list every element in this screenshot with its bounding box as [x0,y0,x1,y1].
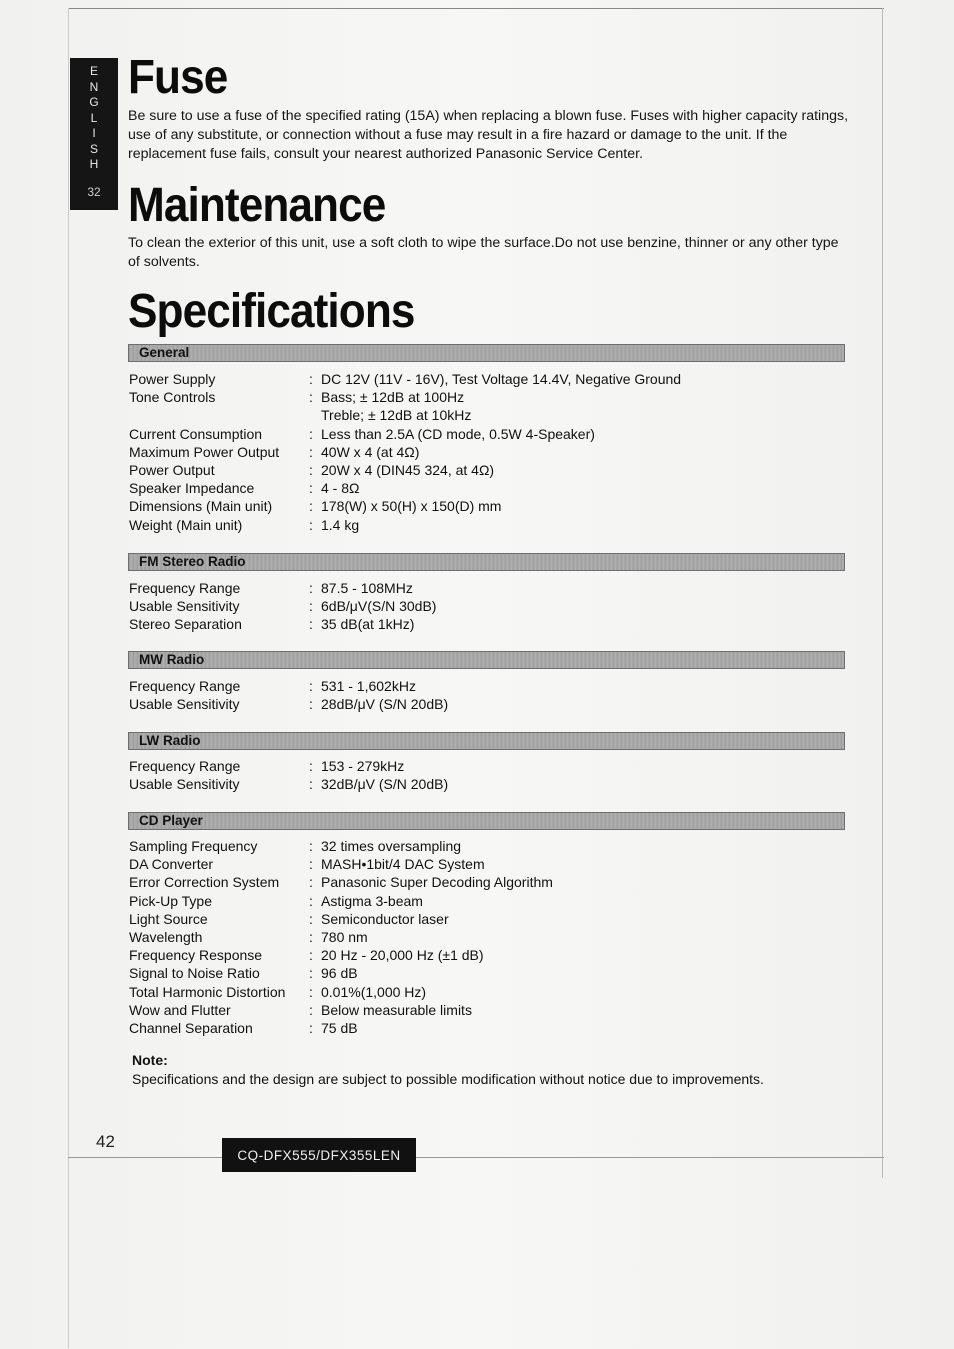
spec-row [129,892,849,910]
spec-colon: : [309,678,313,694]
language-letter: S [89,141,98,156]
spec-value: 531 - 1,602kHz [321,678,416,694]
language-letter: I [92,126,96,140]
spec-value: 6dB/μV(S/N 30dB) [321,598,437,615]
note-text: Specifications and the design are subject to possible modification without notice due to improvements. [132,1071,764,1087]
section-heading: LW Radio [139,733,201,748]
spec-colon: : [309,389,313,406]
maintenance-title: Maintenance [128,179,386,232]
spec-label: Usable Sensitivity [129,776,240,793]
spec-value: 32 times oversampling [321,838,462,854]
spec-value: Below measurable limits [321,1001,472,1018]
spec-row [129,910,849,928]
spec-row [129,370,849,388]
section-heading: CD Player [139,813,203,828]
spec-row [129,983,849,1001]
spec-label: Tone Controls [129,389,216,406]
spec-colon: : [309,443,313,460]
spec-colon: : [309,480,313,497]
spec-colon: : [309,516,313,533]
spec-value: Treble; ± 12dB at 10kHz [321,407,472,424]
spec-label: Total Harmonic Distortion [129,983,286,1000]
section-header-mw-radio [128,651,845,669]
spec-colon: : [309,838,313,854]
spec-value: 20 Hz - 20,000 Hz (±1 dB) [321,947,484,964]
spec-row [129,855,849,873]
spec-value: Semiconductor laser [321,910,449,927]
spec-label: DA Converter [129,856,214,873]
top-rule [68,8,884,9]
spec-row [129,425,849,443]
model-number: CQ-DFX555/DFX355LEN [237,1147,401,1163]
spec-list-lw-radio [129,757,849,793]
spec-row [129,516,849,534]
spec-label: Wow and Flutter [129,1001,231,1018]
spec-label: Dimensions (Main unit) [129,498,273,515]
language-letters [89,64,98,173]
spec-colon: : [309,758,313,774]
spec-value: Panasonic Super Decoding Algorithm [321,874,553,891]
spec-value: 780 nm [321,928,368,945]
spec-value: 1.4 kg [321,516,360,533]
language-letter: L [90,110,98,125]
spec-value: 35 dB(at 1kHz) [321,616,415,633]
spec-value: 40W x 4 (at 4Ω) [321,443,420,460]
spec-row [129,597,849,615]
spec-colon: : [309,892,313,909]
spec-row [129,388,849,406]
spec-colon: : [309,598,313,615]
spec-value: 20W x 4 (DIN45 324, at 4Ω) [321,461,495,478]
spec-row [129,406,849,424]
spec-label: Frequency Range [129,758,241,774]
spec-colon: : [309,498,313,515]
spec-value: 96 dB [321,965,358,982]
spec-row [129,873,849,891]
spec-value: 75 dB [321,1019,358,1036]
spec-label: Sampling Frequency [129,838,258,854]
spec-colon: : [309,1001,313,1018]
spec-list-fm-stereo-radio [129,579,849,634]
spec-row [129,837,849,855]
section-heading: FM Stereo Radio [139,554,246,569]
spec-colon: : [309,580,313,596]
fuse-text: Be sure to use a fuse of the specified rating (15A) when replacing a blown fuse. Fuses with higher capacity ratings, use of any substitute, or connection without a fuse may result in a fire hazard or damage to the unit. If the replacement fuse fails, consult your nearest authorized Panasonic Service Center. [128,108,849,162]
spec-value: 32dB/μV (S/N 20dB) [321,776,449,793]
spec-colon: : [309,947,313,964]
spec-value: Bass; ± 12dB at 100Hz [321,389,465,406]
spec-label: Usable Sensitivity [129,598,240,615]
right-rule [882,8,883,1178]
footer-rule [68,1157,884,1158]
spec-label: Error Correction System [129,874,280,891]
model-number-badge [222,1138,416,1172]
spec-value: 0.01%(1,000 Hz) [321,983,427,1000]
spec-colon: : [309,910,313,927]
left-rule [68,8,69,1348]
spec-label: Signal to Noise Ratio [129,965,260,982]
spec-label: Frequency Range [129,580,241,596]
spec-colon: : [309,371,313,387]
spec-value: 153 - 279kHz [321,758,405,774]
spec-label: Weight (Main unit) [129,516,243,533]
spec-label: Stereo Separation [129,616,242,633]
spec-label: Speaker Impedance [129,480,255,497]
spec-colon: : [309,425,313,442]
spec-label: Power Output [129,461,215,478]
section-heading: General [139,345,190,360]
spec-colon: : [309,965,313,982]
spec-row [129,443,849,461]
spec-colon: : [309,461,313,478]
spec-label: Frequency Range [129,678,241,694]
spec-value: 28dB/μV (S/N 20dB) [321,696,449,713]
spec-label: Channel Separation [129,1019,253,1036]
spec-row [129,775,849,793]
spec-value: Less than 2.5A (CD mode, 0.5W 4-Speaker) [321,425,595,442]
spec-row [129,757,849,775]
spec-row [129,946,849,964]
spec-row [129,677,849,695]
spec-label: Pick-Up Type [129,892,212,909]
spec-label: Frequency Response [129,947,263,964]
spec-row [129,615,849,633]
spec-label: Power Supply [129,371,216,387]
fuse-title: Fuse [128,51,228,104]
spec-list-cd-player [129,837,849,1037]
section-heading: MW Radio [139,652,205,667]
section-header-fm-stereo-radio [128,553,845,571]
spec-value: DC 12V (11V - 16V), Test Voltage 14.4V, Negative Ground [321,371,682,387]
spec-value: MASH•1bit/4 DAC System [321,856,485,873]
spec-row [129,695,849,713]
language-tab [70,58,118,210]
spec-value: 87.5 - 108MHz [321,580,413,596]
spec-colon: : [309,928,313,945]
spec-value: 4 - 8Ω [321,480,360,497]
spec-colon: : [309,874,313,891]
spec-row [129,497,849,515]
language-letter: H [89,157,99,171]
spec-value: Astigma 3-beam [321,892,423,909]
spec-colon: : [309,983,313,1000]
spec-colon: : [309,856,313,873]
spec-row [129,1019,849,1037]
spec-colon: : [309,776,313,793]
language-letter: E [89,64,98,78]
language-tab-page-number: 32 [87,184,101,199]
spec-row [129,479,849,497]
spec-label: Maximum Power Output [129,443,280,460]
spec-row [129,1001,849,1019]
page-number: 42 [96,1132,115,1151]
section-header-lw-radio [128,732,845,750]
spec-row [129,928,849,946]
spec-value: 178(W) x 50(H) x 150(D) mm [321,498,502,515]
section-header-cd-player [128,812,845,830]
language-letter: N [89,79,99,94]
maintenance-text: To clean the exterior of this unit, use a soft cloth to wipe the surface.Do not use benzine, thinner or any other type of solvents. [128,235,839,270]
spec-row [129,461,849,479]
note-title: Note: [132,1052,168,1068]
spec-label: Light Source [129,910,208,927]
language-letter: G [89,95,99,109]
specifications-title: Specifications [128,285,415,338]
spec-colon: : [309,616,313,633]
spec-row [129,964,849,982]
spec-label: Current Consumption [129,425,263,442]
spec-row [129,579,849,597]
spec-list-mw-radio [129,677,849,713]
spec-colon: : [309,696,313,713]
spec-list-general [129,370,849,534]
spec-label: Wavelength [129,928,203,945]
spec-colon: : [309,1019,313,1036]
section-header-general [128,344,845,362]
spec-label: Usable Sensitivity [129,696,240,713]
